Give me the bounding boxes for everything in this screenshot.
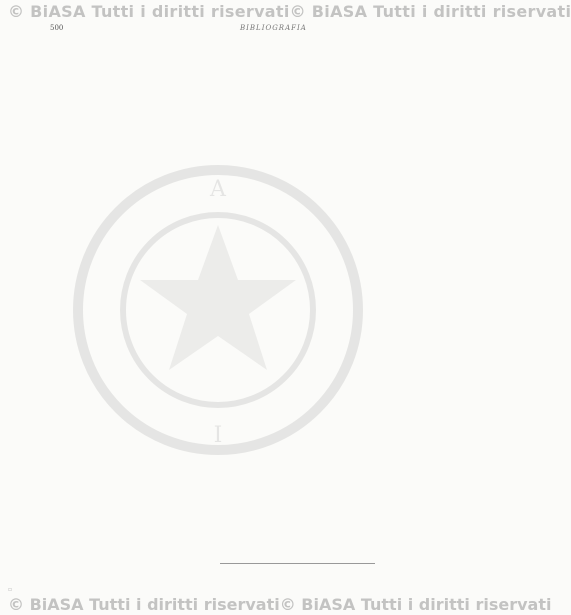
watermark-text-bottom-right: © BiASA Tutti i diritti riservati — [279, 594, 552, 614]
left-column — [54, 36, 209, 561]
running-head — [50, 24, 390, 36]
running-title: BIBLIOGRAFIA — [240, 24, 307, 32]
page-number: 500 — [50, 24, 64, 32]
svg-text:I: I — [213, 423, 223, 448]
watermark-text-left: © BiASA Tutti i diritti riservati — [8, 1, 290, 21]
watermark-text-right: © BiASA Tutti i diritti riservati — [289, 1, 571, 21]
svg-text:A: A — [210, 177, 226, 202]
right-column — [220, 36, 375, 561]
footnote — [220, 563, 375, 565]
watermark-text-bottom-left: © BiASA Tutti i diritti riservati — [8, 594, 280, 614]
watermark-bottom — [0, 594, 552, 614]
watermark-top — [0, 0, 571, 22]
scan-corner-icon: ▫ — [8, 586, 13, 593]
